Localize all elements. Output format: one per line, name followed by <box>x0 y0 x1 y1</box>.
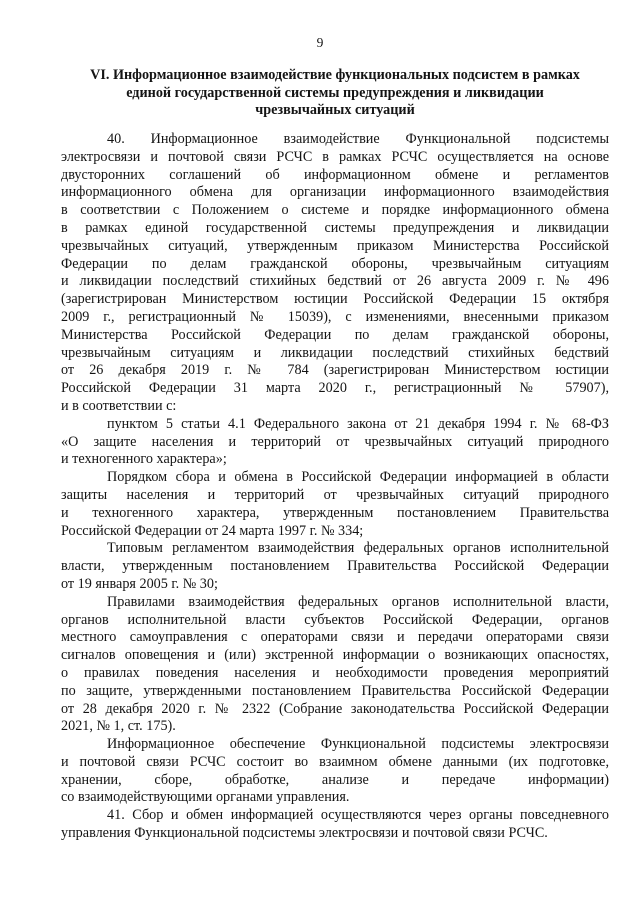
section-heading <box>70 67 600 120</box>
paragraph <box>61 736 609 807</box>
paragraph-line: электросвязи и почтовой связи РСЧС в рамках РСЧС осуществляется на основе <box>61 148 609 165</box>
paragraph-line: власти, утвержденным постановлением Правительства Российской Федерации <box>61 558 609 575</box>
paragraph-line: органов исполнительной власти субъектов Российской Федерации, органов <box>61 611 609 628</box>
paragraph-line: и техногенного характера, утвержденным постановлением Правительства <box>61 504 609 521</box>
paragraph <box>61 469 609 540</box>
paragraph-line: местного самоуправления с операторами связи и передачи операторами связи <box>61 629 609 646</box>
paragraph <box>61 594 609 736</box>
page-number: 9 <box>316 35 324 50</box>
paragraph <box>61 131 609 416</box>
paragraph-line: Российской Федерации от 24 марта 1997 г. № 334; <box>61 522 364 539</box>
paragraph-line: пунктом 5 статьи 4.1 Федерального закона от 21 декабря 1994 г. № 68-ФЗ <box>107 415 609 432</box>
paragraph-line: от 19 января 2005 г. № 30; <box>61 575 218 592</box>
section-heading-line: единой государственной системы предупреждения и ликвидации <box>126 84 544 101</box>
paragraph-line: и ликвидации последствий стихийных бедствий от 26 августа 2009 г. № 496 <box>61 273 609 290</box>
paragraph-line: со взаимодействующими органами управления. <box>61 789 350 806</box>
paragraph-line: хранении, сборе, обработке, анализе и передаче информации) <box>61 771 609 788</box>
paragraph <box>61 807 609 843</box>
paragraph-line: от 26 декабря 2019 г. № 784 (зарегистрирован Министерством юстиции <box>61 362 609 379</box>
paragraph-line: чрезвычайных ситуаций, утвержденным приказом Министерства Российской <box>61 237 609 254</box>
paragraph-line: по защите, утвержденными постановлением Правительства Российской Федерации <box>61 682 609 699</box>
paragraph-line: 41. Сбор и обмен информацией осуществляются через органы повседневного <box>107 807 609 824</box>
paragraph-line: (зарегистрирован Министерством юстиции Российской Федерации 15 октября <box>61 291 609 308</box>
paragraph-line: Информационное обеспечение Функциональной подсистемы электросвязи <box>107 736 609 753</box>
paragraph-line: управления Функциональной подсистемы электросвязи и почтовой связи РСЧС. <box>61 825 548 842</box>
paragraph-line: о правилах поведения населения и необходимости проведения мероприятий <box>61 664 609 681</box>
section-heading-line: чрезвычайных ситуаций <box>255 102 415 118</box>
paragraph-line: в рамках единой государственной системы предупреждения и ликвидации <box>61 219 609 236</box>
paragraph-line: 2021, № 1, ст. 175). <box>61 718 176 735</box>
section-heading-line: VI. Информационное взаимодействие функциональных подсистем в рамках <box>90 67 580 83</box>
paragraph <box>61 540 609 593</box>
paragraph-line: Федерации по делам гражданской обороны, чрезвычайным ситуациям <box>61 255 609 272</box>
paragraph-line: сигналов оповещения и (или) экстренной информации о возникающих опасностях, <box>61 647 609 664</box>
paragraph-line: 40. Информационное взаимодействие Функциональной подсистемы <box>107 131 609 147</box>
paragraph-line: и техногенного характера»; <box>61 451 227 468</box>
paragraph-line: Российской Федерации 31 марта 2020 г., регистрационный № 57907), <box>61 380 609 397</box>
paragraph <box>61 416 609 469</box>
paragraph-line: 2009 г., регистрационный № 15039), с изменениями, внесенными приказом <box>61 308 609 325</box>
paragraph-line: чрезвычайным ситуациям и ликвидации последствий стихийных бедствий <box>61 344 609 361</box>
paragraph-line: Министерства Российской Федерации по делам гражданской обороны, <box>61 326 609 343</box>
paragraph-line: от 28 декабря 2020 г. № 2322 (Собрание законодательства Российской Федерации <box>61 700 609 717</box>
paragraph-line: защиты населения и территорий от чрезвычайных ситуаций природного <box>61 486 609 503</box>
paragraph-line: и в соответствии с: <box>61 397 177 414</box>
paragraph-line: информационного обмена для организации информационного взаимодействия <box>61 184 609 201</box>
document-body <box>61 131 609 843</box>
paragraph-line: «О защите населения и территорий от чрезвычайных ситуаций природного <box>61 433 609 450</box>
paragraph-line: и почтовой связи РСЧС состоит во взаимном обмене данными (их подготовке, <box>61 753 609 770</box>
paragraph-line: двусторонних соглашений об информационном обмене и регламентов <box>61 166 609 183</box>
paragraph-line: Типовым регламентом взаимодействия федеральных органов исполнительной <box>107 540 609 557</box>
paragraph-line: Правилами взаимодействия федеральных органов исполнительной власти, <box>107 593 609 610</box>
paragraph-line: в соответствии с Положением о системе и порядке информационного обмена <box>61 202 609 219</box>
paragraph-line: Порядком сбора и обмена в Российской Федерации информацией в области <box>107 469 609 486</box>
